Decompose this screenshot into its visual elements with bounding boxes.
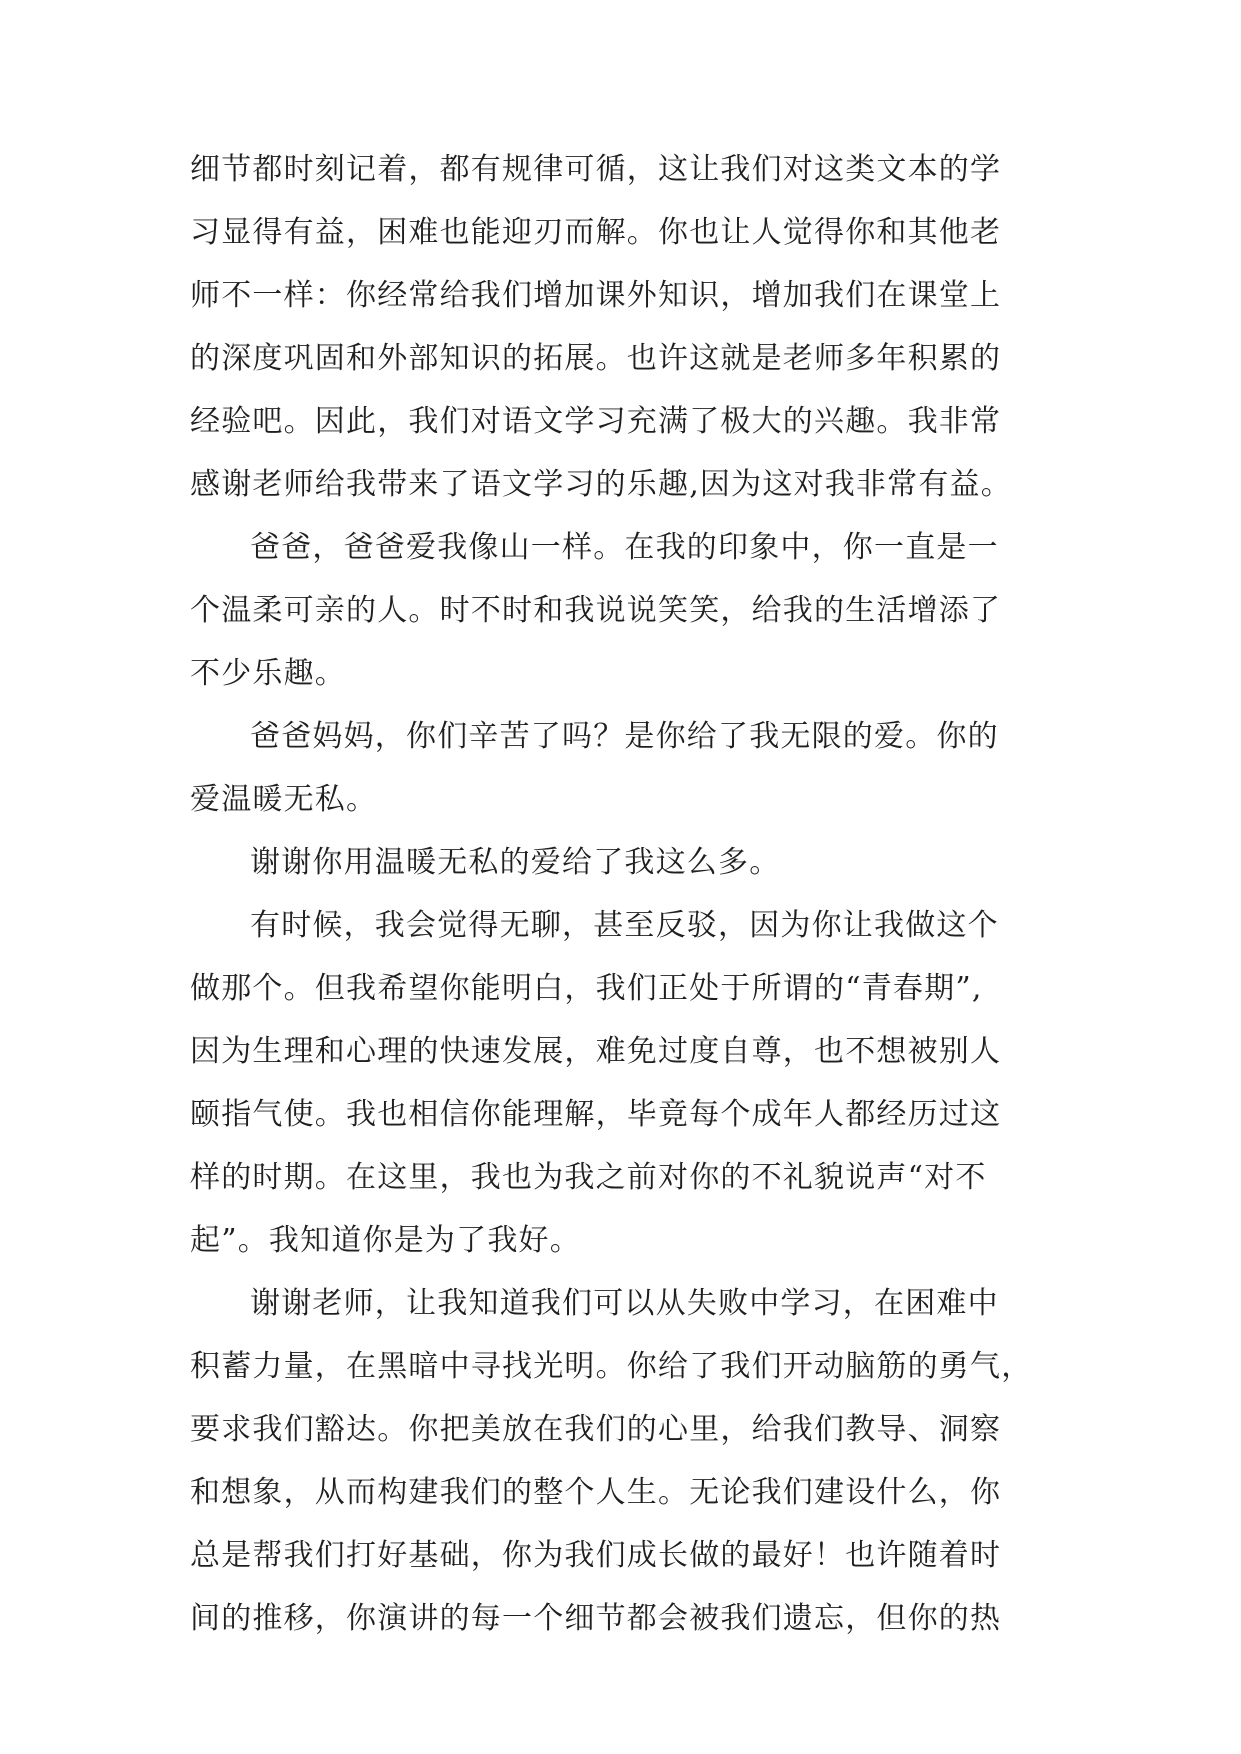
text-line: 颐指气使。我也相信你能理解，毕竟每个成年人都经历过这 xyxy=(190,1097,1002,1132)
text-line: 不少乐趣。 xyxy=(190,656,346,691)
text-line: 因为生理和心理的快速发展，难免过度自尊，也不想被别人 xyxy=(190,1034,1002,1069)
paragraph xyxy=(190,1272,1052,1650)
text-line: 经验吧。因此，我们对语文学习充满了极大的兴趣。我非常 xyxy=(190,404,1002,439)
text-line: 爸爸妈妈，你们辛苦了吗？是你给了我无限的爱。你的 xyxy=(250,719,999,754)
text-line: 师不一样：你经常给我们增加课外知识，增加我们在课堂上 xyxy=(190,278,1002,313)
paragraph xyxy=(190,831,1052,894)
text-line: 积蓄力量，在黑暗中寻找光明。你给了我们开动脑筋的勇气， xyxy=(190,1349,1033,1384)
text-line: 要求我们豁达。你把美放在我们的心里，给我们教导、洞察 xyxy=(190,1412,1002,1447)
paragraph xyxy=(190,705,1052,831)
text-line: 谢谢你用温暖无私的爱给了我这么多。 xyxy=(250,845,781,880)
paragraph xyxy=(190,894,1052,1272)
text-line: 做那个。但我希望你能明白，我们正处于所谓的“青春期”, xyxy=(190,971,983,1006)
paragraph xyxy=(190,516,1052,705)
text-line: 有时候，我会觉得无聊，甚至反驳，因为你让我做这个 xyxy=(250,908,999,943)
text-line: 爸爸，爸爸爱我像山一样。在我的印象中，你一直是一 xyxy=(250,530,999,565)
text-line: 起”。我知道你是为了我好。 xyxy=(190,1223,581,1258)
text-line: 和想象，从而构建我们的整个人生。无论我们建设什么，你 xyxy=(190,1475,1002,1510)
text-line: 个温柔可亲的人。时不时和我说说笑笑，给我的生活增添了 xyxy=(190,593,1002,628)
text-line: 爱温暖无私。 xyxy=(190,782,378,817)
text-line: 样的时期。在这里，我也为我之前对你的不礼貌说声“对不 xyxy=(190,1160,987,1195)
text-line: 谢谢老师，让我知道我们可以从失败中学习，在困难中 xyxy=(250,1286,999,1321)
text-line: 细节都时刻记着，都有规律可循，这让我们对这类文本的学 xyxy=(190,152,1002,187)
paragraph xyxy=(190,138,1052,516)
text-line: 的深度巩固和外部知识的拓展。也许这就是老师多年积累的 xyxy=(190,341,1002,376)
text-line: 感谢老师给我带来了语文学习的乐趣,因为这对我非常有益。 xyxy=(190,467,1012,502)
text-line: 间的推移，你演讲的每一个细节都会被我们遗忘，但你的热 xyxy=(190,1601,1002,1636)
document-body xyxy=(190,138,1052,1650)
text-line: 习显得有益，困难也能迎刃而解。你也让人觉得你和其他老 xyxy=(190,215,1002,250)
text-line: 总是帮我们打好基础，你为我们成长做的最好！也许随着时 xyxy=(190,1538,1002,1573)
